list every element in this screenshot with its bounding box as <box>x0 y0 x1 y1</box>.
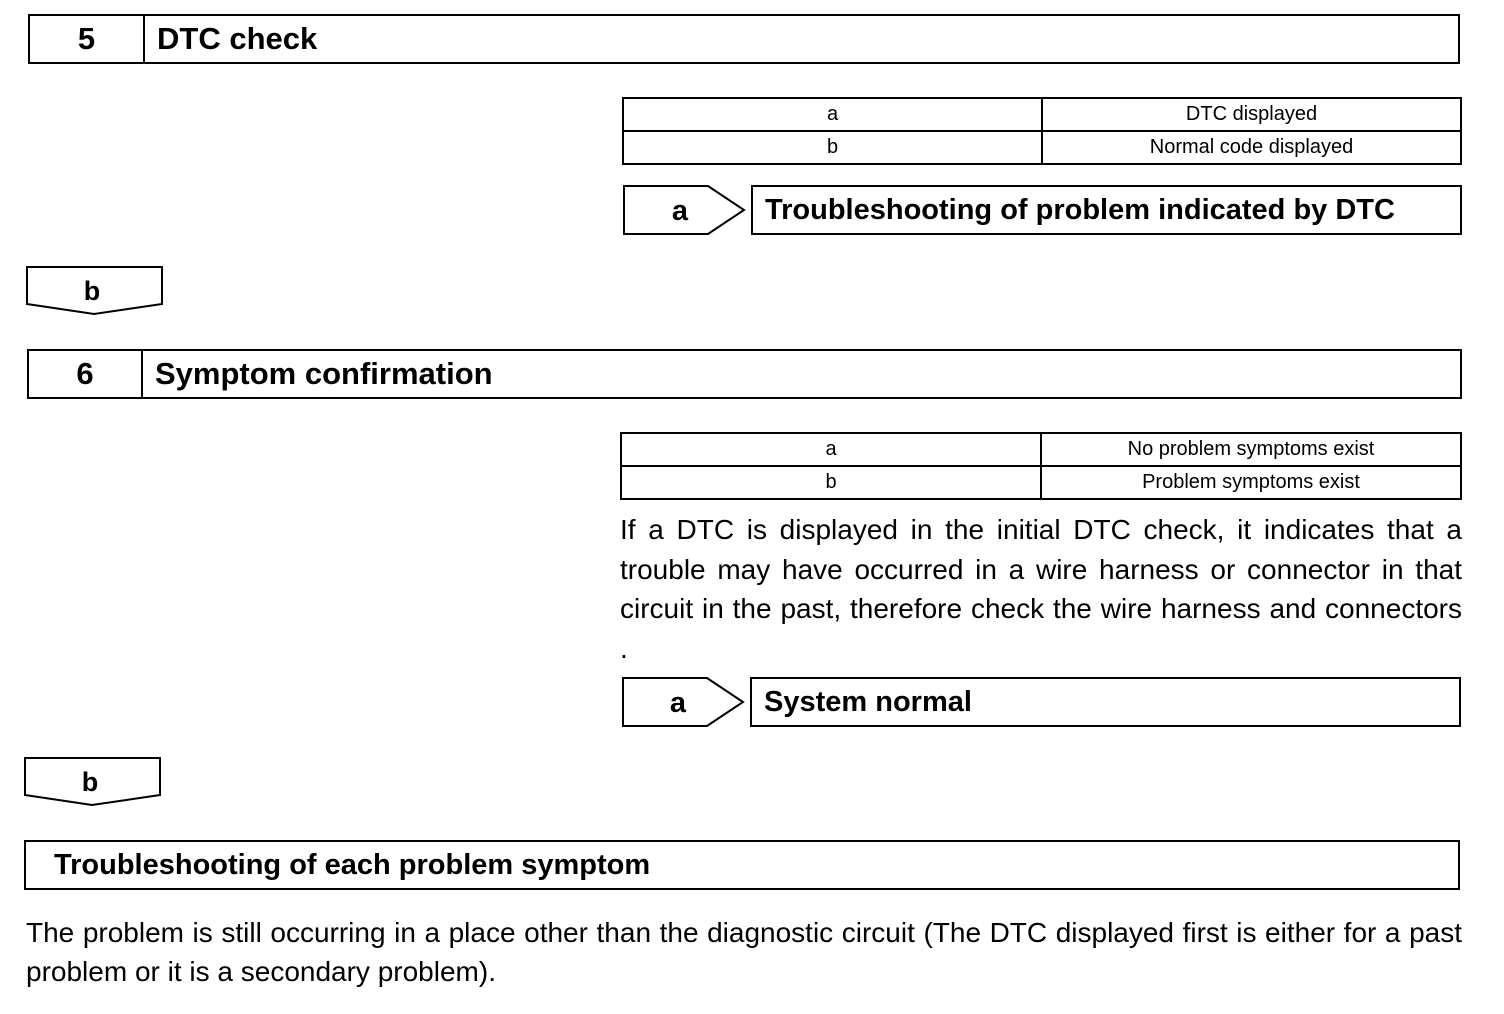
branch-code: a <box>671 195 689 227</box>
step-title: DTC check <box>157 21 318 56</box>
step-title: Symptom confirmation <box>155 356 493 391</box>
result-code: b <box>623 131 1042 164</box>
branch-arrow-icon <box>622 677 746 727</box>
table-row <box>621 433 1461 466</box>
continue-arrow-icon <box>26 266 164 316</box>
final-result-box: Troubleshooting of each problem symptom <box>24 840 1460 890</box>
result-text: Problem symptoms exist <box>1041 466 1461 499</box>
result-code: a <box>623 98 1042 131</box>
branch-arrow-icon <box>623 185 747 235</box>
step-6-header <box>27 349 1462 399</box>
step-number: 6 <box>29 351 143 397</box>
branch-code: a <box>669 687 687 719</box>
table-row <box>623 131 1461 164</box>
table-row <box>623 98 1461 131</box>
result-text: Normal code displayed <box>1042 131 1461 164</box>
step-5-header <box>28 14 1460 64</box>
final-explanation: The problem is still occurring in a place other than the diagnostic circuit (The DTC displayed first is either for a past problem or it is a secondary problem). <box>26 917 1462 987</box>
continue-arrow-icon <box>24 757 162 807</box>
step-6-result-table <box>620 432 1462 500</box>
table-row <box>621 466 1461 499</box>
result-box-dtc-troubleshooting: Troubleshooting of problem indicated by DTC <box>751 185 1462 235</box>
result-box-system-normal: System normal <box>750 677 1461 727</box>
dtc-note-paragraph: If a DTC is displayed in the initial DTC check, it indicates that a trouble may have occurred in a wire harness or connector in that circuit in the past, therefore check the wire harness and connectors . <box>620 514 1462 664</box>
result-text: DTC displayed <box>1042 98 1461 131</box>
step-5-result-table <box>622 97 1462 165</box>
result-code: a <box>621 433 1041 466</box>
step-number: 5 <box>30 16 145 62</box>
continue-label: b <box>81 767 99 797</box>
continue-label: b <box>83 276 101 306</box>
result-code: b <box>621 466 1041 499</box>
result-text: No problem symptoms exist <box>1041 433 1461 466</box>
